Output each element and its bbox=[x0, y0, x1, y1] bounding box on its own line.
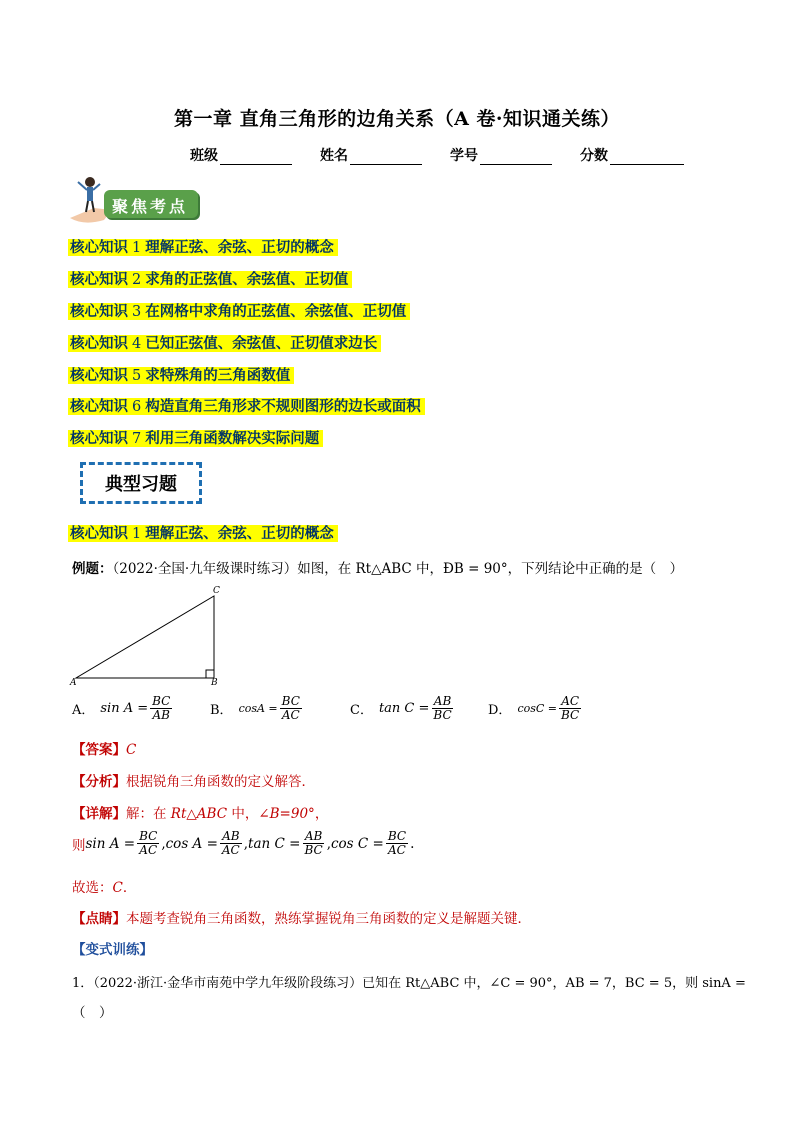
knowledge-point-4: 核心知识 4 已知正弦值、余弦值、正切值求边长 bbox=[68, 334, 381, 354]
score-field[interactable] bbox=[580, 145, 684, 165]
option-a[interactable]: A． sin A = $\frac{BC}{AB}$ bbox=[72, 694, 171, 722]
page-title: 第一章 直角三角形的边角关系（A 卷·知识通关练） bbox=[173, 108, 621, 130]
answer-value: C bbox=[126, 742, 137, 758]
question-1: 1．（2022·浙江·金华市南苑中学九年级阶段练习）已知在 Rt△ABC 中，∠C = 90°，AB = 7，BC = 5，则 sinA = bbox=[72, 976, 746, 991]
vertex-b-label: B bbox=[211, 678, 218, 688]
banner-text: 聚焦考点 bbox=[112, 197, 189, 216]
option-d[interactable]: D． cosC = $\frac{AC}{BC}$ bbox=[488, 694, 580, 722]
student-id-field[interactable] bbox=[450, 145, 552, 165]
detail-line: 【详解】解：在 Rt△ABC 中，∠B=90°， bbox=[72, 806, 329, 822]
answer-line: 【答案】C bbox=[72, 742, 137, 758]
example-label: 例题： bbox=[72, 561, 113, 577]
variant-training-heading: 【变式训练】 bbox=[72, 942, 153, 958]
score-label: 分数 bbox=[580, 148, 608, 164]
triangle-figure bbox=[68, 588, 228, 688]
knowledge-point-1: 核心知识 1 理解正弦、余弦、正切的概念 bbox=[68, 238, 338, 258]
option-c[interactable]: C． tan C = $\frac{AB}{BC}$ bbox=[350, 694, 452, 722]
class-field[interactable] bbox=[190, 145, 292, 165]
student-id-label: 学号 bbox=[450, 148, 478, 164]
knowledge-point-7: 核心知识 7 利用三角函数解决实际问题 bbox=[68, 429, 323, 449]
section-heading-1: 核心知识 1 理解正弦、余弦、正切的概念 bbox=[68, 524, 338, 544]
name-field[interactable] bbox=[320, 145, 422, 165]
comment-line: 【点睛】本题考查锐角三角函数，熟练掌握锐角三角函数的定义是解题关键． bbox=[72, 911, 531, 927]
example-text: （2022·全国·九年级课时练习）如图，在 Rt△ABC 中，ÐB = 90°，下列结论中正确的是（ ） bbox=[112, 561, 684, 577]
choice-line: 故选：C． bbox=[72, 880, 137, 896]
class-label: 班级 bbox=[190, 148, 218, 164]
vertex-c-label: C bbox=[213, 586, 220, 596]
vertex-a-label: A bbox=[70, 678, 77, 688]
knowledge-point-3: 核心知识 3 在网格中求角的正弦值、余弦值、正切值 bbox=[68, 302, 410, 322]
option-b[interactable]: B． cosA = $\frac{BC}{AC}$ bbox=[210, 694, 300, 722]
focus-points-banner bbox=[64, 170, 204, 228]
question-1-paren: （ ） bbox=[72, 1005, 113, 1021]
analysis-line: 【分析】根据锐角三角函数的定义解答． bbox=[72, 774, 315, 790]
knowledge-point-6: 核心知识 6 构造直角三角形求不规则图形的边长或面积 bbox=[68, 397, 425, 417]
knowledge-point-5: 核心知识 5 求特殊角的三角函数值 bbox=[68, 366, 294, 386]
knowledge-point-2: 核心知识 2 求角的正弦值、余弦值、正切值 bbox=[68, 270, 352, 290]
detail-formulas: 则 sin A = $\frac{BC}{AC}$ , cos A = $\frac{AB}{AC}$ , tan C = $\frac{AB}{BC}$ , cos C = $\frac{BC}{AC}$ . bbox=[72, 829, 415, 857]
typical-problems-box: 典型习题 bbox=[80, 462, 202, 504]
student-info-fields bbox=[190, 145, 712, 165]
example-question bbox=[72, 557, 683, 577]
name-label: 姓名 bbox=[320, 148, 348, 164]
